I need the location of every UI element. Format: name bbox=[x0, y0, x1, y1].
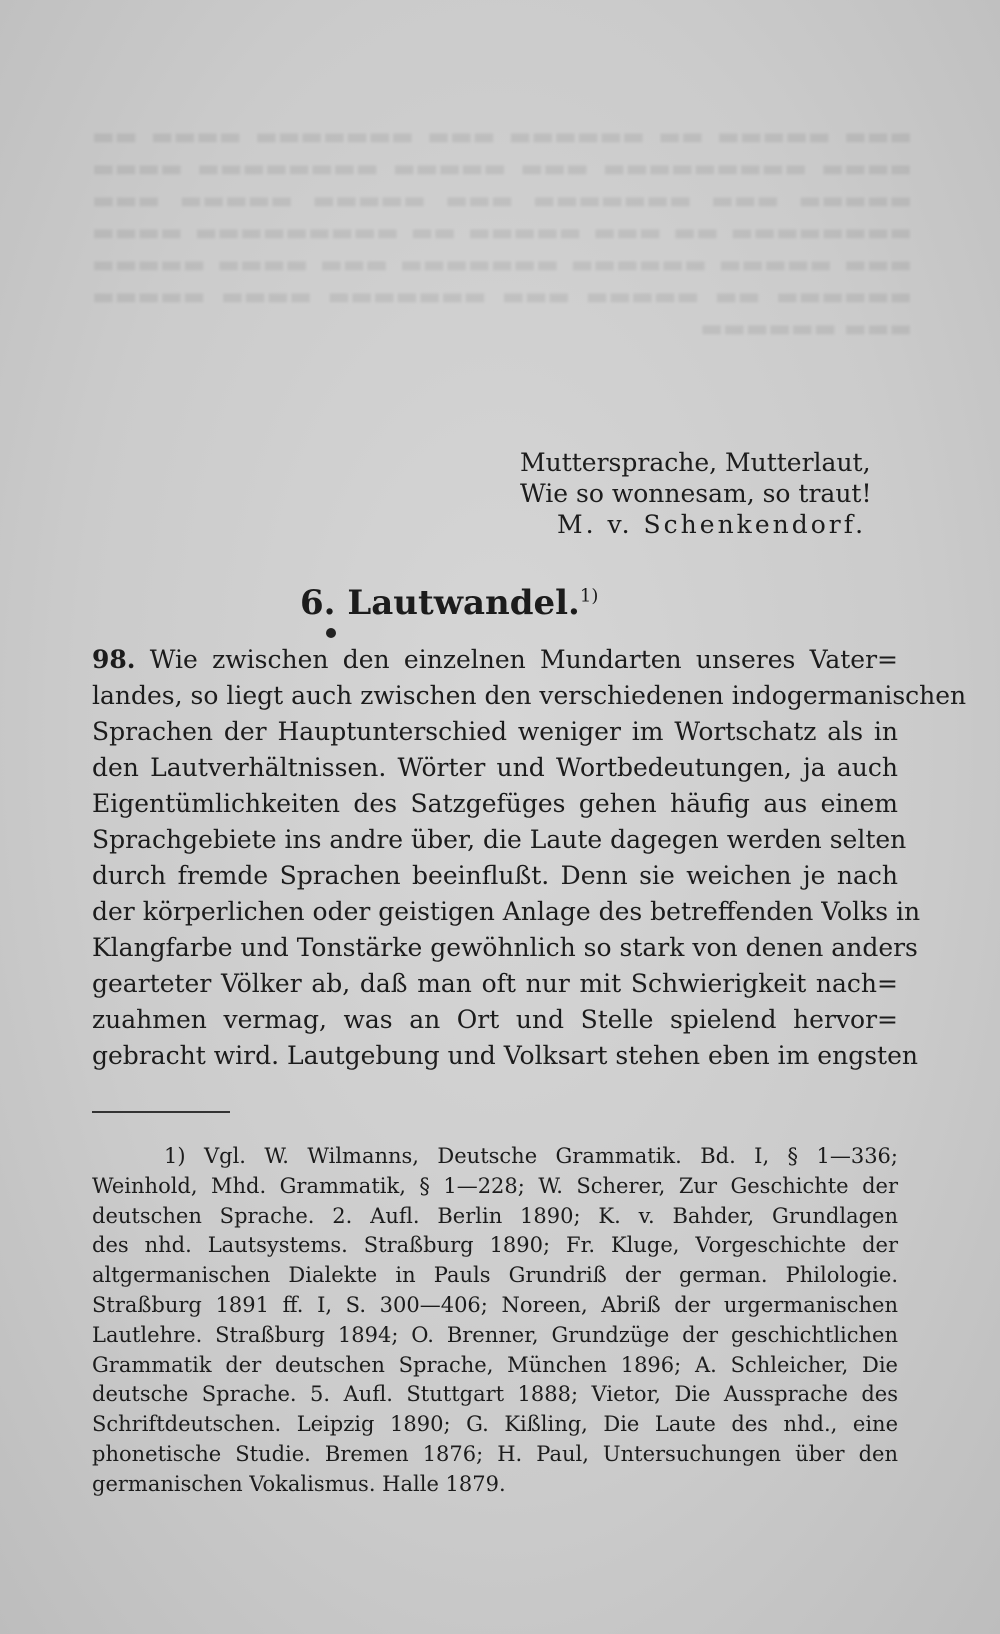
section-heading bbox=[300, 583, 598, 623]
footnote-line: des nhd. Lautsystems. Straßburg 1890; Fr. Kluge, Vorgeschichte der bbox=[92, 1233, 898, 1258]
paragraph-line: landes, so liegt auch zwischen den verschiedenen indogermanischen bbox=[92, 681, 967, 710]
footnote-line: germanischen Vokalismus. Halle 1879. bbox=[92, 1471, 506, 1496]
footnote-line: Grammatik der deutschen Sprache, München 1896; A. Schleicher, Die bbox=[92, 1352, 898, 1377]
footnote-line: phonetische Studie. Bremen 1876; H. Paul, Untersuchungen über den bbox=[92, 1441, 898, 1466]
footnote-line: Schriftdeutschen. Leipzig 1890; G. Kißling, Die Laute des nhd., eine bbox=[92, 1412, 898, 1437]
footnote-line: Lautlehre. Straßburg 1894; O. Brenner, Grundzüge der geschichtlichen bbox=[92, 1322, 898, 1347]
printing-dot bbox=[326, 628, 336, 638]
paragraph-line: Eigentümlichkeiten des Satzgefüges gehen häufig aus einem bbox=[92, 789, 898, 818]
footnote-line: deutschen Sprache. 2. Aufl. Berlin 1890; K. v. Bahder, Grundlagen bbox=[92, 1203, 898, 1228]
paragraph-line: der körperlichen oder geistigen Anlage des betreffenden Volks in bbox=[92, 897, 921, 926]
footnote-divider bbox=[92, 1111, 230, 1113]
paragraph-line: Sprachen der Hauptunterschied weniger im Wortschatz als in bbox=[92, 717, 898, 746]
footnote-line: deutsche Sprache. 5. Aufl. Stuttgart 1888; Vietor, Die Aussprache des bbox=[92, 1382, 898, 1407]
epigraph-author: M. v. Schenkendorf. bbox=[557, 510, 867, 539]
paragraph-line-text: Wie zwischen den einzelnen Mundarten unseres Vater= bbox=[149, 645, 899, 674]
paragraph-line: zuahmen vermag, was an Ort und Stelle spielend hervor= bbox=[92, 1005, 898, 1034]
footnote-line: Straßburg 1891 ff. I, S. 300—406; Noreen, Abriß der urgermanischen bbox=[92, 1292, 898, 1317]
paragraph-line: Klangfarbe und Tonstärke gewöhnlich so stark von denen anders bbox=[92, 933, 918, 962]
footnote-line: Weinhold, Mhd. Grammatik, § 1—228; W. Scherer, Zur Geschichte der bbox=[92, 1173, 898, 1198]
epigraph-line: Muttersprache, Mutterlaut, bbox=[520, 448, 871, 477]
section-title: 6. Lautwandel. bbox=[300, 583, 580, 623]
footnote-reference: 1) bbox=[579, 585, 599, 607]
footnote-line: 1) Vgl. W. Wilmanns, Deutsche Grammatik. Bd. I, § 1—336; bbox=[164, 1144, 898, 1168]
epigraph bbox=[520, 447, 900, 540]
paragraph-line: den Lautverhältnissen. Wörter und Wortbedeutungen, ja auch bbox=[92, 753, 898, 782]
body-paragraph bbox=[92, 642, 967, 1074]
epigraph-line: Wie so wonnesam, so traut! bbox=[520, 479, 872, 508]
paragraph-number: 98. bbox=[92, 645, 136, 674]
paragraph-line: Sprachgebiete ins andre über, die Laute dagegen werden selten bbox=[92, 825, 907, 854]
paragraph-line: gebracht wird. Lautgebung und Volksart stehen eben im engsten bbox=[92, 1041, 918, 1070]
footnote bbox=[92, 1142, 898, 1500]
show-through-texture: ▬▬▬ ▬▬▬▬▬ ▬▬ ▬▬▬▬▬▬ ▬▬▬ ▬▬▬▬▬▬▬ ▬▬▬▬ ▬▬ ▬▬▬▬ ▬▬▬▬▬▬▬▬▬ ▬▬▬ ▬▬▬▬▬ ▬▬▬▬▬▬▬▬ ▬▬▬▬ ▬▬▬▬▬ ▬▬▬ ▬▬▬▬▬▬▬ ▬▬▬ ▬▬▬▬▬ ▬▬▬▬▬ ▬▬▬ ▬▬▬▬▬▬▬▬ ▬▬ ▬▬▬ ▬▬▬▬▬ ▬▬ ▬▬▬▬▬▬▬▬▬ ▬▬▬▬ ▬▬▬ ▬▬▬▬▬ ▬▬▬▬▬▬ ▬▬▬▬▬▬▬ ▬▬▬ ▬▬▬▬ ▬▬▬▬▬ ▬▬▬▬▬▬ ▬▬ ▬▬▬▬▬ ▬▬▬ ▬▬▬▬▬▬▬ ▬▬▬▬ ▬▬▬▬▬ ▬▬▬ ▬▬▬▬▬▬ bbox=[92, 122, 912, 342]
paragraph-line: durch fremde Sprachen beeinflußt. Denn sie weichen je nach bbox=[92, 861, 898, 890]
footnote-line: altgermanischen Dialekte in Pauls Grundriß der german. Philologie. bbox=[92, 1263, 898, 1288]
paragraph-line bbox=[92, 642, 898, 678]
paragraph-line: gearteter Völker ab, daß man oft nur mit Schwierigkeit nach= bbox=[92, 969, 898, 998]
